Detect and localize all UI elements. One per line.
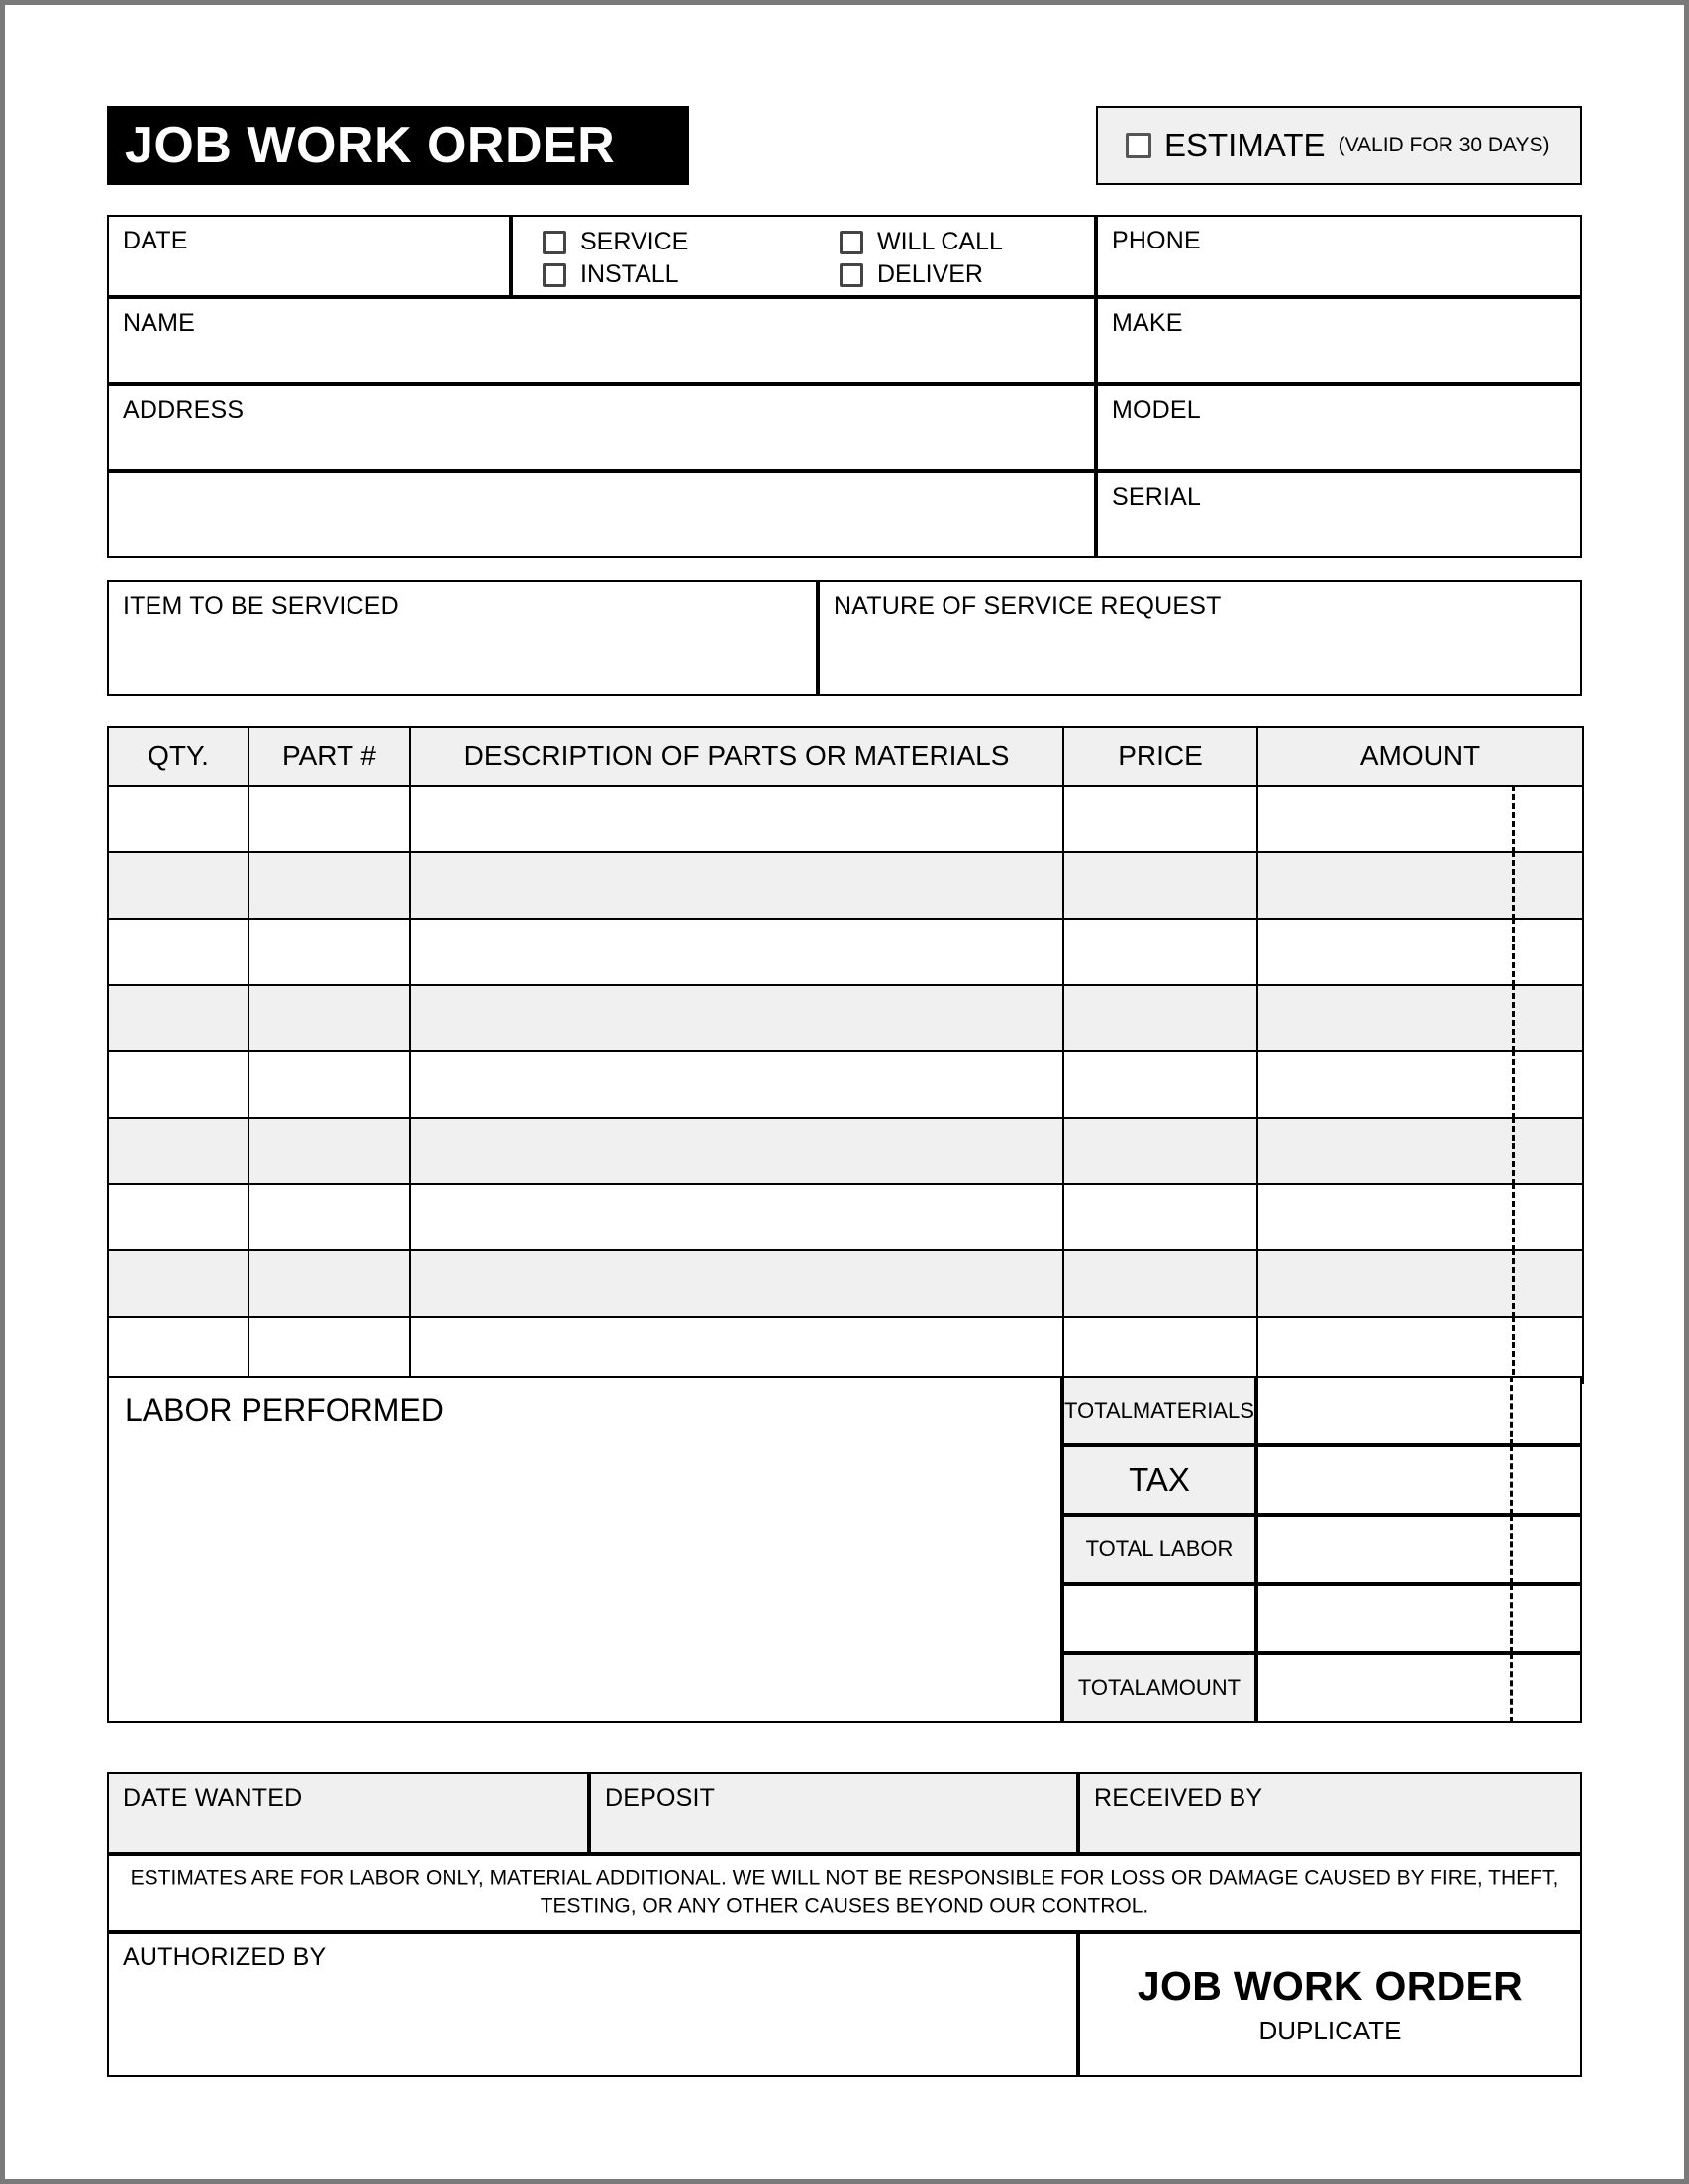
address-continuation-field[interactable] (107, 471, 1096, 558)
item-to-be-serviced-label: ITEM TO BE SERVICED (123, 592, 399, 620)
totals-blank-label[interactable] (1062, 1584, 1256, 1653)
phone-label: PHONE (1112, 227, 1201, 254)
cents-divider (1512, 1316, 1515, 1384)
cell-description[interactable] (410, 1051, 1063, 1118)
table-row (108, 1118, 1583, 1184)
cell-price[interactable] (1063, 852, 1257, 919)
cell-amount[interactable] (1257, 1051, 1583, 1118)
install-checkbox-icon[interactable] (543, 263, 566, 287)
cell-amount[interactable] (1257, 919, 1583, 985)
estimate-box[interactable] (1096, 106, 1582, 185)
labor-performed-field[interactable] (107, 1376, 1062, 1723)
cents-divider (1512, 984, 1515, 1052)
cell-part-number[interactable] (248, 919, 410, 985)
total-amount-value[interactable] (1256, 1653, 1582, 1723)
cell-part-number[interactable] (248, 852, 410, 919)
service-checkbox-icon[interactable] (543, 231, 566, 254)
cents-divider (1512, 851, 1515, 920)
cell-qty[interactable] (108, 1317, 248, 1383)
table-row (108, 1184, 1583, 1250)
checkbox-service[interactable] (543, 226, 840, 258)
cell-description[interactable] (410, 1118, 1063, 1184)
column-header-description: DESCRIPTION OF PARTS OR MATERIALS (410, 727, 1063, 786)
address-label: ADDRESS (123, 396, 245, 424)
cell-qty[interactable] (108, 919, 248, 985)
cell-price[interactable] (1063, 1250, 1257, 1317)
title-bar (107, 106, 689, 185)
cell-amount[interactable] (1257, 1184, 1583, 1250)
authorized-by-field[interactable] (107, 1932, 1078, 2077)
cents-divider (1510, 1653, 1513, 1723)
total-labor-label (1062, 1515, 1256, 1584)
cents-divider (1510, 1515, 1513, 1584)
date-label: DATE (123, 227, 188, 254)
totals-blank-value[interactable] (1256, 1584, 1582, 1653)
service-type-group (511, 215, 1096, 297)
cell-part-number[interactable] (248, 985, 410, 1051)
date-field[interactable] (107, 215, 511, 297)
cell-qty[interactable] (108, 985, 248, 1051)
estimate-validity-note: (VALID FOR 30 DAYS) (1338, 134, 1550, 156)
table-row (108, 1250, 1583, 1317)
table-header-row (108, 727, 1583, 786)
cell-amount[interactable] (1257, 1317, 1583, 1383)
cell-amount[interactable] (1257, 1250, 1583, 1317)
table-row (108, 919, 1583, 985)
cell-description[interactable] (410, 786, 1063, 852)
cell-qty[interactable] (108, 1250, 248, 1317)
make-label: MAKE (1112, 309, 1183, 337)
checkbox-install[interactable] (543, 258, 840, 291)
cell-description[interactable] (410, 852, 1063, 919)
cents-divider (1512, 1183, 1515, 1251)
deliver-checkbox-icon[interactable] (840, 263, 863, 287)
footer-inner (1080, 1963, 1580, 2046)
table-row (108, 852, 1583, 919)
total-materials-label (1062, 1376, 1256, 1445)
column-header-amount: AMOUNT (1257, 727, 1583, 786)
cell-price[interactable] (1063, 1184, 1257, 1250)
checkbox-deliver-label: DELIVER (877, 260, 983, 288)
cell-part-number[interactable] (248, 1051, 410, 1118)
nature-of-service-request-field[interactable] (818, 580, 1582, 696)
cell-qty[interactable] (108, 786, 248, 852)
cell-part-number[interactable] (248, 1317, 410, 1383)
make-field[interactable] (1096, 297, 1582, 384)
estimate-row (1098, 127, 1580, 164)
labor-performed-label: LABOR PERFORMED (125, 1392, 444, 1428)
checkbox-deliver[interactable] (840, 258, 1003, 291)
cell-price[interactable] (1063, 1317, 1257, 1383)
cell-qty[interactable] (108, 1184, 248, 1250)
total-materials-value[interactable] (1256, 1376, 1582, 1445)
total-amount-label-line1: TOTAL (1077, 1675, 1146, 1701)
cell-description[interactable] (410, 1184, 1063, 1250)
table-row (108, 1051, 1583, 1118)
total-labor-label-text: TOTAL LABOR (1085, 1537, 1234, 1562)
cents-divider (1510, 1445, 1513, 1515)
item-to-be-serviced-field[interactable] (107, 580, 818, 696)
column-header-price: PRICE (1063, 727, 1257, 786)
name-field[interactable] (107, 297, 1096, 384)
job-work-order-form (5, 5, 1684, 2179)
model-label: MODEL (1112, 396, 1201, 424)
cell-description[interactable] (410, 919, 1063, 985)
date-wanted-field[interactable] (107, 1772, 589, 1854)
name-label: NAME (123, 309, 196, 337)
page-title: JOB WORK ORDER (125, 117, 616, 174)
estimate-label: ESTIMATE (1164, 127, 1326, 163)
estimate-checkbox[interactable] (1126, 133, 1151, 158)
address-field[interactable] (107, 384, 1096, 471)
footer-copy-type: DUPLICATE (1258, 2015, 1402, 2045)
table-row (108, 1317, 1583, 1383)
authorized-by-label: AUTHORIZED BY (123, 1943, 327, 1971)
cell-qty[interactable] (108, 1118, 248, 1184)
cell-part-number[interactable] (248, 1250, 410, 1317)
cell-amount[interactable] (1257, 786, 1583, 852)
cents-divider (1512, 785, 1515, 853)
cents-divider (1512, 1249, 1515, 1318)
cell-qty[interactable] (108, 1051, 248, 1118)
cell-amount[interactable] (1257, 1118, 1583, 1184)
cell-price[interactable] (1063, 919, 1257, 985)
cell-amount[interactable] (1257, 852, 1583, 919)
table-row (108, 786, 1583, 852)
model-field[interactable] (1096, 384, 1582, 471)
cents-divider (1512, 1050, 1515, 1119)
cents-divider (1512, 1117, 1515, 1185)
phone-field[interactable] (1096, 215, 1582, 297)
tax-label (1062, 1445, 1256, 1515)
cents-divider (1512, 918, 1515, 986)
total-materials-label-line1: TOTAL (1064, 1398, 1133, 1424)
cell-amount[interactable] (1257, 985, 1583, 1051)
footer-title: JOB WORK ORDER (1137, 1962, 1524, 2009)
received-by-label: RECEIVED BY (1094, 1784, 1263, 1812)
cell-price[interactable] (1063, 985, 1257, 1051)
cell-description[interactable] (410, 1317, 1063, 1383)
checkbox-will-call[interactable] (840, 226, 1003, 258)
service-checkbox-grid (543, 226, 1003, 291)
will-call-checkbox-icon[interactable] (840, 231, 863, 254)
cell-part-number[interactable] (248, 786, 410, 852)
cell-qty[interactable] (108, 852, 248, 919)
cell-part-number[interactable] (248, 1184, 410, 1250)
checkbox-service-label: SERVICE (580, 228, 689, 255)
total-labor-value[interactable] (1256, 1515, 1582, 1584)
total-materials-label-line2: MATERIALS (1132, 1398, 1254, 1424)
cell-description[interactable] (410, 1250, 1063, 1317)
table-row (108, 985, 1583, 1051)
parts-table-body (108, 786, 1583, 1383)
deposit-field[interactable] (589, 1772, 1078, 1854)
tax-label-text: TAX (1129, 1461, 1190, 1499)
footer-copy-box (1078, 1932, 1582, 2077)
date-wanted-label: DATE WANTED (123, 1784, 303, 1812)
cell-price[interactable] (1063, 786, 1257, 852)
disclaimer-box (107, 1854, 1582, 1932)
serial-field[interactable] (1096, 471, 1582, 558)
serial-label: SERIAL (1112, 483, 1202, 511)
cell-price[interactable] (1063, 1118, 1257, 1184)
cents-divider (1510, 1376, 1513, 1445)
deposit-label: DEPOSIT (605, 1784, 716, 1812)
disclaimer-text: ESTIMATES ARE FOR LABOR ONLY, MATERIAL ADDITIONAL. WE WILL NOT BE RESPONSIBLE FOR LOSS OR DAMAGE CAUSED BY FIRE, THEFT, TESTING, OR ANY OTHER CAUSES BEYOND OUR CONTROL. (130, 1866, 1559, 1918)
nature-of-service-request-label: NATURE OF SERVICE REQUEST (834, 592, 1222, 620)
cell-price[interactable] (1063, 1051, 1257, 1118)
cell-description[interactable] (410, 985, 1063, 1051)
cents-divider (1510, 1584, 1513, 1653)
total-amount-label (1062, 1653, 1256, 1723)
cell-part-number[interactable] (248, 1118, 410, 1184)
column-header-part-number: PART # (248, 727, 410, 786)
received-by-field[interactable] (1078, 1772, 1582, 1854)
column-header-qty: QTY. (108, 727, 248, 786)
parts-materials-table (107, 726, 1584, 1384)
checkbox-install-label: INSTALL (580, 260, 679, 288)
tax-value[interactable] (1256, 1445, 1582, 1515)
total-amount-label-line2: AMOUNT (1145, 1675, 1242, 1701)
checkbox-will-call-label: WILL CALL (877, 228, 1003, 255)
